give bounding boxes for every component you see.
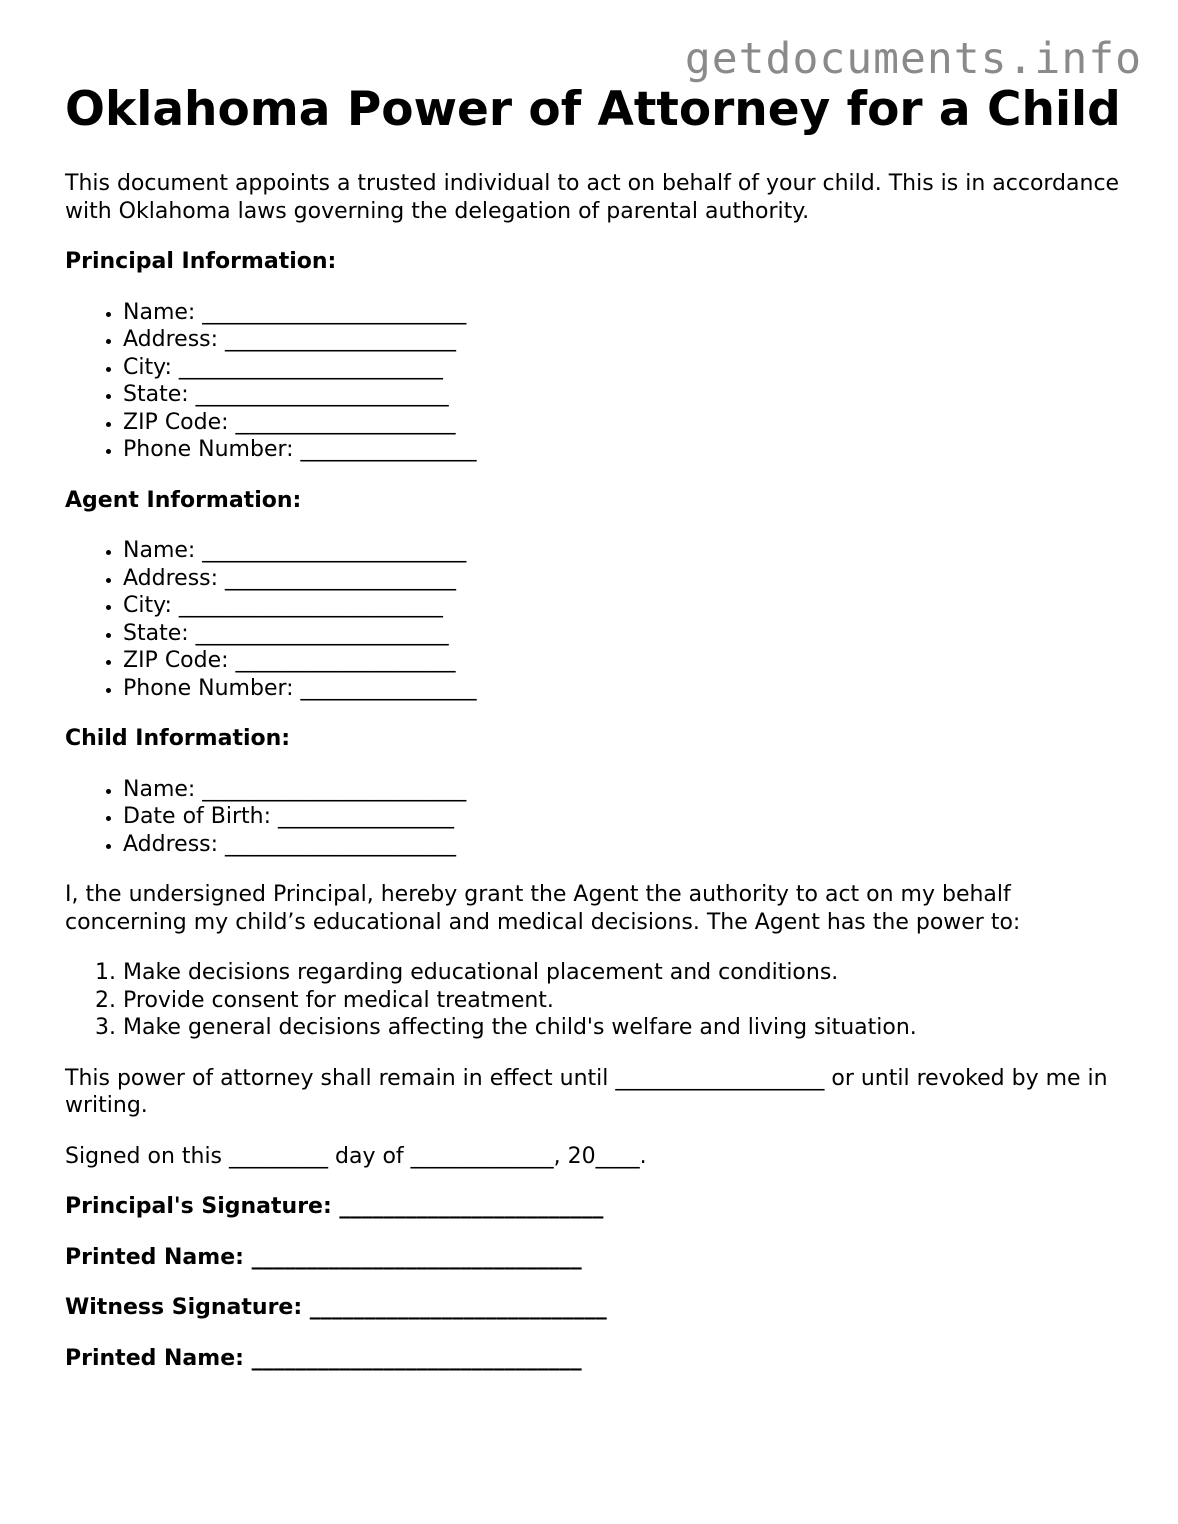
effect-paragraph: This power of attorney shall remain in effect until ___________________ or until revoked by me in writing. [65, 1065, 1108, 1118]
agent-fields [65, 537, 1125, 702]
agent-state-field: • State: _______________________ [123, 620, 1125, 648]
power-item-medical: 2. Provide consent for medical treatment. [123, 987, 1125, 1015]
principal-phone-field: • Phone Number: ________________ [123, 436, 1125, 464]
principal-address-field: • Address: _____________________ [123, 326, 1125, 354]
document-title: Oklahoma Power of Attorney for a Child [65, 82, 1121, 137]
child-address-field: • Address: _____________________ [123, 831, 1125, 859]
agent-name-field: • Name: ________________________ [123, 537, 1125, 565]
child-fields [65, 776, 1125, 859]
child-dob-field: • Date of Birth: ________________ [123, 803, 1125, 831]
power-item-educational: 1. Make decisions regarding educational placement and conditions. [123, 959, 1125, 987]
principal-fields [65, 299, 1125, 464]
principal-heading: Principal Information: [65, 249, 337, 274]
agent-city-field: • City: ________________________ [123, 592, 1125, 620]
witness-signature-line: Witness Signature: ___________________________ [65, 1295, 607, 1320]
witness-printed-name-line: Printed Name: ______________________________ [65, 1345, 582, 1371]
signed-date-line: Signed on this _________ day of _____________, 20____. [65, 1143, 647, 1169]
power-item-welfare: 3. Make general decisions affecting the child's welfare and living situation. [123, 1014, 1125, 1042]
watermark: getdocuments.info [684, 34, 1142, 84]
intro-paragraph: This document appoints a trusted individual to act on behalf of your child. This is in accordance with Oklahoma laws governing the delegation of parental authority. [65, 171, 1120, 224]
principal-name-field: • Name: ________________________ [123, 299, 1125, 327]
child-name-field: • Name: ________________________ [123, 776, 1125, 804]
document-body [65, 170, 1125, 1395]
child-heading: Child Information: [65, 726, 291, 751]
principal-printed-name-line: Printed Name: ______________________________ [65, 1244, 582, 1270]
agent-heading: Agent Information: [65, 487, 302, 513]
principal-zip-field: • ZIP Code: ____________________ [123, 409, 1125, 437]
agent-zip-field: • ZIP Code: ____________________ [123, 647, 1125, 675]
principal-city-field: • City: ________________________ [123, 354, 1125, 382]
agent-phone-field: • Phone Number: ________________ [123, 675, 1125, 703]
principal-state-field: • State: _______________________ [123, 381, 1125, 409]
principal-signature-line: Principal's Signature: ________________________ [65, 1194, 604, 1219]
powers-list [65, 959, 1125, 1042]
grant-paragraph: I, the undersigned Principal, hereby grant the Agent the authority to act on my behalf concerning my child’s educational and medical decisions. The Agent has the power to: [65, 882, 1021, 935]
agent-address-field: • Address: _____________________ [123, 565, 1125, 593]
